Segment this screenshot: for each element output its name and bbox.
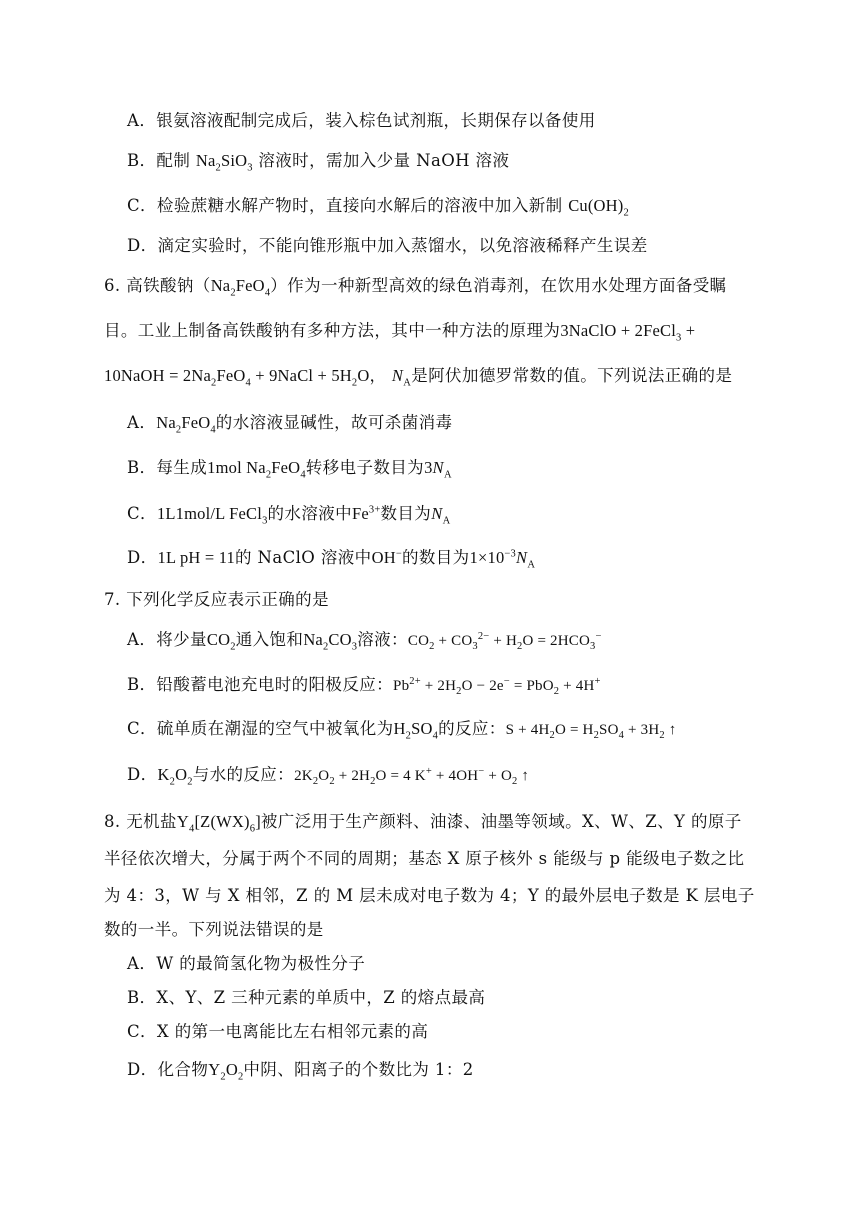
q6-option-d: D．1L pH = 11的 NaClO 溶液中OH−的数目为$1\times 10^{-3}N_A$ <box>127 548 536 571</box>
q5-option-a: A．银氨溶液配制完成后，装入棕色试剂瓶，长期保存以备使用 <box>127 111 596 130</box>
q8-option-d: D．化合物$Y_2O_2$中阴、阳离子的个数比为 1：2 <box>127 1060 474 1083</box>
q7-option-d: D．$K_2O_2$与水的反应：$2K_2O_2 + 2H_2O = 4$ $K^+ + 4OH^- + O_2$ ↑ <box>127 765 530 788</box>
q7-option-c: C．硫单质在潮湿的空气中被氧化为$H_2SO_4$的反应：$S + 4H_2O = H_2SO_4 + 3H_2$ ↑ <box>127 719 677 742</box>
q8-option-a: A．W 的最简氢化物为极性分子 <box>127 954 366 973</box>
q6-equation-part2: 10NaOH = $2Na_2FeO_4$ + 9NaCl + $5H_2O$， <box>104 366 387 389</box>
q8-stem-line3: 为 4：3，W 与 X 相邻，Z 的 M 层未成对电子数为 4；Y 的最外层电子数是 K 层电子 <box>104 886 755 905</box>
q7-stem: 7. 下列化学反应表示正确的是 <box>104 590 329 609</box>
q5-option-c <box>127 194 629 218</box>
q8-stem-line4: 数的一半。下列说法错误的是 <box>104 920 324 939</box>
q8-stem-line1: 8. 无机盐$Y_4[Z(WX)_6]$被广泛用于生产颜料、油漆、油墨等领域。X、W、Z、Y 的原子 <box>104 812 742 835</box>
q5-c-formula: $Cu(OH)_2$ <box>568 196 629 219</box>
q6-stem-line3: 10NaOH = $2Na_2FeO_4$ + 9NaCl + $5H_2O$， $N_A$是阿伏加德罗常数的值。下列说法正确的是 <box>104 366 733 389</box>
q5-option-b <box>127 149 509 173</box>
q5-option-d: D．滴定实验时，不能向锥形瓶中加入蒸馏水，以免溶液稀释产生误差 <box>127 236 648 255</box>
q6-stem-line2: 目。工业上制备高铁酸钠有多种方法，其中一种方法的原理为3NaClO + 2FeCl$_3$ + <box>104 321 696 344</box>
q6-option-a: A．$Na_2FeO_4$的水溶液显碱性，故可杀菌消毒 <box>127 413 453 436</box>
q6-option-b: B．每生成1mol $Na_2FeO_4$转移电子数目为$3N_A$ <box>127 458 452 481</box>
q8-option-b: B．X、Y、Z 三种元素的单质中，Z 的熔点最高 <box>127 988 486 1007</box>
q5-b-label: B．配制 <box>127 151 191 170</box>
q8-formula: $Y_4[Z(WX)_6]$ <box>176 812 261 835</box>
q5-b-tail: 溶液时，需加入少量 NaOH 溶液 <box>258 151 510 170</box>
gas-arrow-icon: ↑ <box>664 722 677 738</box>
q5-c-label: C．检验蔗糖水解产物时，直接向水解后的溶液中加入新制 <box>127 196 563 215</box>
avogadro-symbol: $N_A$ <box>391 366 412 389</box>
q6-formula: $Na_2FeO_4$ <box>210 276 271 299</box>
q5-b-formula: $Na_2SiO_3$ <box>195 151 253 174</box>
q6-equation-part1: 3NaClO + 2FeCl$_3$ + <box>560 321 696 344</box>
gas-arrow-icon: ↑ <box>517 768 530 784</box>
q8-option-c: C．X 的第一电离能比左右相邻元素的高 <box>127 1022 429 1041</box>
q6-stem-line1: 6. 高铁酸钠$(Na_2FeO_4)$作为一种新型高效的绿色消毒剂，在饮用水处理方面备受瞩 <box>104 276 727 299</box>
q7-option-b: B．铅酸蓄电池充电时的阳极反应：$Pb^{2+} + 2H_2O - 2e^- = PbO_2 + 4H^+$ <box>127 675 601 697</box>
q6-option-c: C．1L1mol/L FeCl$_3$的水溶液中$Fe^{3+}$数目为$N_A$ <box>127 504 451 527</box>
q8-stem-line2: 半径依次增大，分属于两个不同的周期；基态 X 原子核外 s 能级与 p 能级电子数之比 <box>104 849 745 868</box>
q7-option-a: A．将少量$CO_2$通入饱和$Na_2CO_3$溶液：$CO_2 + CO_3^{2-} + H_2O = 2HCO_3^-$ <box>127 630 602 653</box>
